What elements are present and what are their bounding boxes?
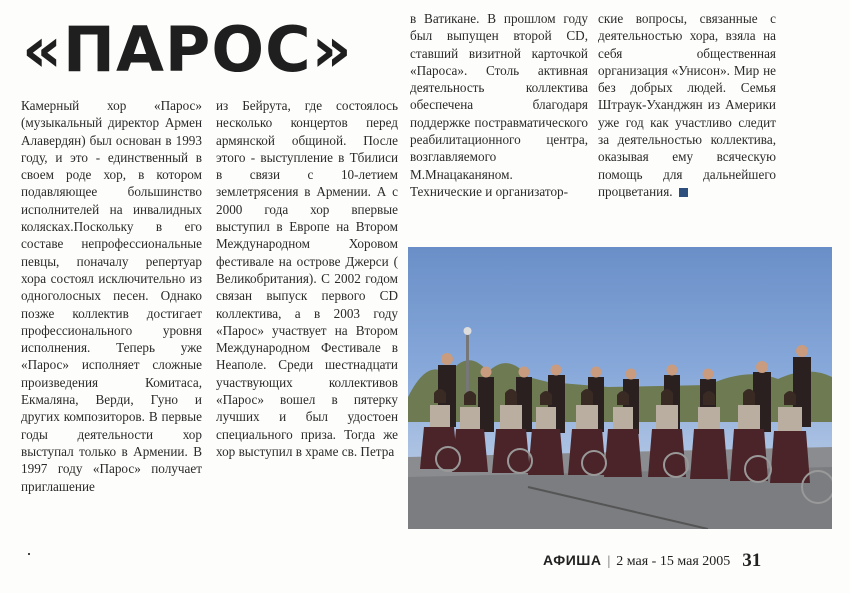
- footer-separator: |: [607, 554, 611, 569]
- issue-dates: 2 мая - 15 мая 2005: [616, 554, 731, 569]
- column-text: в Ватикане. В прошлом году был выпущен второй CD, ставший визитной карточкой «Пароса». Столь активная деятельность коллектива обеспечена благодаря поддержке постравматического реабилитационного центра, возглавляемого М.Мнацаканяном. Технические и организатор-: [410, 11, 588, 199]
- choir-photo: [408, 247, 832, 529]
- publication-name: АФИША: [543, 552, 602, 568]
- column-text: из Бейрута, где состоялось несколько концертов перед армянской общиной. После этого - выступление в Тбилиси в связи с 10-летием землетрясения в Армении. А с 2000 года хор впервые выступил в Европе на Втором Международном Хоровом фестивале на острове Джерси ( Великобритания). С 2002 годом связан выпуск первого CD коллектива, а в 2003 году «Парос» участвует на Втором Международном Фестивале в Неаполе. Среди шестнадцати участвующих коллективов «Парос» вошел в пятерку лучших и был удостоен специального приза. Тогда же хор выступил в храме св. Петра: [216, 98, 398, 459]
- text-column-1: [21, 97, 202, 495]
- article-title: «ПАРОС»: [22, 13, 353, 86]
- end-of-article-mark: [679, 188, 688, 197]
- page-speck: [28, 553, 30, 555]
- text-column-4: [598, 10, 776, 200]
- text-column-3: [410, 10, 588, 200]
- page-number: 31: [742, 550, 762, 571]
- text-column-2: [216, 97, 398, 460]
- column-text: ские вопросы, связанные с деятельностью хора, взяла на себя общественная организация «Унисон». Мир не без добрых людей. Семья Штраук-Уханджян из Америки уже год как участливо следит за деятельностью коллектива, оказывая ему всяческую помощь для дальнейшего процветания.: [598, 11, 776, 199]
- column-text: Камерный хор «Парос» (музыкальный директор Армен Алавердян) был основан в 1993 году, и это - единственный в своем роде хор, в котором подавляющее большинство исполнителей на инвалидных колясках.Поскольку в его составе непрофессиональные певцы, поначалу репертуар хора состоял исключительно из одноголосных песен. Однако позже коллектив достигает профессионального уровня исполнения. Теперь уже «Парос» исполняет сложные произведения Комитаса, Екмаляна, Верди, Гуно и других композиторов. В первые годы деятельности хор выступал только в Армении. В 1997 году «Парос» получает приглашение: [21, 98, 202, 494]
- page-footer: [543, 549, 761, 571]
